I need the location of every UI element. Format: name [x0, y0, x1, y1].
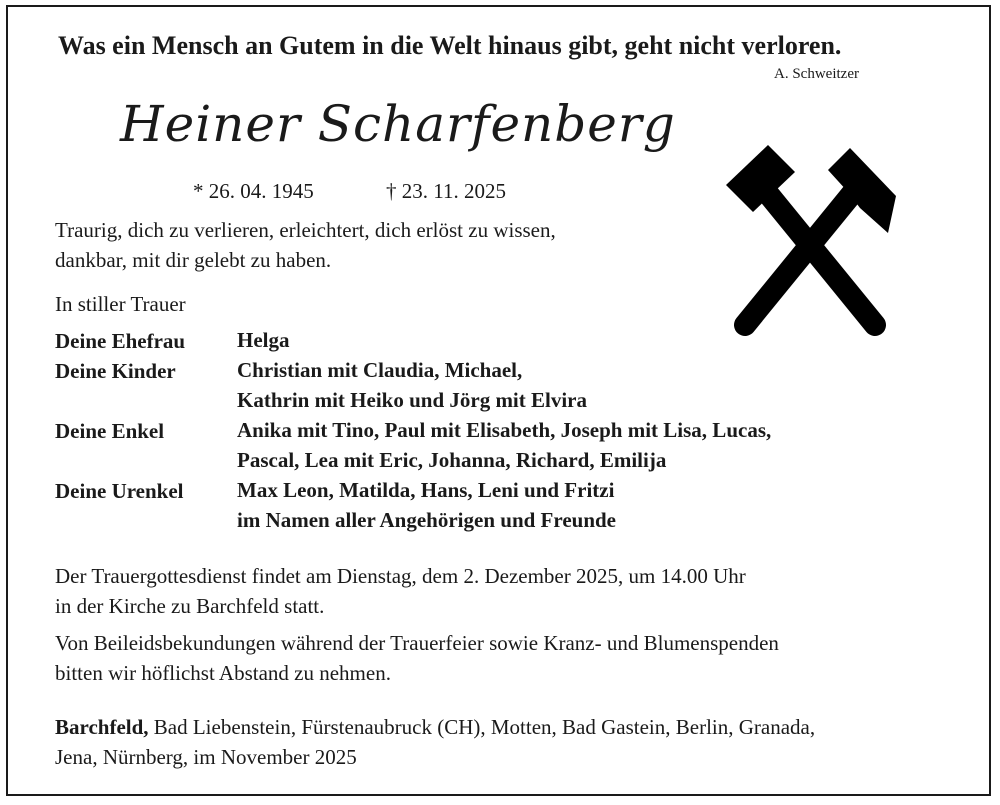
birth-date: * 26. 04. 1945	[193, 179, 314, 203]
obituary-notice	[6, 5, 991, 796]
places-line-1	[55, 712, 815, 742]
relative-line: Max Leon, Matilda, Hans, Leni und Fritzi	[237, 478, 615, 502]
condolence-line-1: Von Beileidsbekundungen während der Trauerfeier sowie Kranz- und Blumenspenden	[55, 631, 779, 655]
relative-line: im Namen aller Angehörigen und Freunde	[237, 508, 616, 532]
relative-line: Anika mit Tino, Paul mit Elisabeth, Joseph mit Lisa, Lucas,	[237, 418, 772, 442]
relative-label-grandchildren: Deine Enkel	[55, 419, 165, 443]
hammer-and-pick-icon	[720, 140, 900, 340]
relative-names-spouse	[237, 325, 290, 355]
relative-label-great-grandchildren: Deine Urenkel	[55, 479, 184, 503]
places-main: Barchfeld,	[55, 715, 149, 739]
relative-label-spouse: Deine Ehefrau	[55, 329, 186, 353]
intro-line-2: dankbar, mit dir gelebt zu haben.	[55, 248, 332, 272]
relative-label-children: Deine Kinder	[55, 359, 176, 383]
relative-line: Pascal, Lea mit Eric, Johanna, Richard, Emilija	[237, 448, 667, 472]
places-rest: Bad Liebenstein, Fürstenaubruck (CH), Motten, Bad Gastein, Berlin, Granada,	[148, 715, 816, 739]
condolence-line-2: bitten wir höflichst Abstand zu nehmen.	[55, 661, 391, 685]
places-line-2: Jena, Nürnberg, im November 2025	[55, 745, 357, 769]
quote-author: A. Schweitzer	[774, 66, 859, 82]
relative-names-children	[237, 355, 587, 415]
death-date: † 23. 11. 2025	[386, 179, 506, 203]
mourning-heading: In stiller Trauer	[55, 292, 186, 316]
intro-line-1: Traurig, dich zu verlieren, erleichtert, dich erlöst zu wissen,	[55, 218, 556, 242]
relative-line: Christian mit Claudia, Michael,	[237, 358, 523, 382]
service-line-2: in der Kirche zu Barchfeld statt.	[55, 594, 325, 618]
service-line-1: Der Trauergottesdienst findet am Dienstag, dem 2. Dezember 2025, um 14.00 Uhr	[55, 564, 746, 588]
relative-line: Kathrin mit Heiko und Jörg mit Elvira	[237, 388, 588, 412]
relative-names-great-grandchildren	[237, 475, 616, 535]
quote-text: Was ein Mensch an Gutem in die Welt hinaus gibt, geht nicht verloren.	[58, 31, 842, 60]
relative-names-grandchildren	[237, 415, 771, 475]
relative-line: Helga	[237, 328, 290, 352]
deceased-name: Heiner Scharfenberg	[120, 95, 676, 153]
